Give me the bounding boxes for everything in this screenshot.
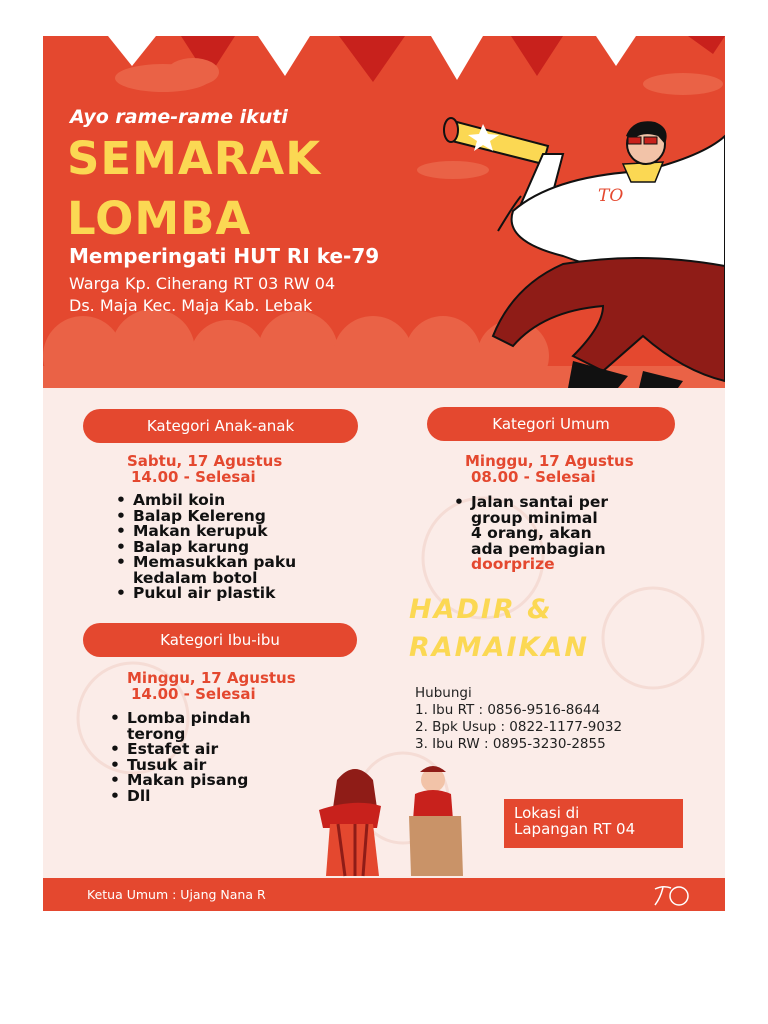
list-item: • Memasukkan paku: [113, 555, 296, 571]
intro-text: Ayo rame-rame ikuti: [70, 106, 288, 128]
contact-line: 1. Ibu RT : 0856-9516-8644: [415, 702, 601, 718]
cta-line-1: HADIR &: [409, 594, 553, 625]
category-anak-list: [113, 493, 296, 602]
contact-line: 3. Ibu RW : 0895-3230-2855: [415, 736, 606, 752]
category-umum-date: Minggu, 17 Agustus: [465, 452, 634, 470]
category-anak-pill: [83, 409, 358, 443]
organizer-logo-icon: [649, 881, 693, 909]
category-umum-schedule: [465, 453, 634, 485]
title-line-2: LOMBA: [67, 192, 252, 245]
category-umum-time: 08.00 - Selesai: [471, 468, 596, 486]
category-anak-schedule: [127, 453, 282, 485]
poster: [43, 36, 725, 911]
contact-block: [415, 685, 622, 753]
title-line-1: SEMARAK: [67, 132, 322, 185]
category-ibu-list: [107, 711, 251, 804]
cta-line-2: RAMAIKAN: [409, 632, 589, 663]
category-umum-label: Kategori Umum: [492, 415, 610, 433]
svg-text:TO: TO: [598, 186, 624, 206]
footer-chair: Ketua Umum : Ujang Nana R: [87, 887, 266, 902]
address-line-1: Warga Kp. Ciherang RT 03 RW 04: [69, 274, 336, 293]
category-ibu-schedule: [127, 670, 296, 702]
list-item: • Dll: [107, 789, 251, 805]
list-item: • Balap Kelereng: [113, 509, 296, 525]
category-ibu-label: Kategori Ibu-ibu: [160, 631, 280, 649]
list-item: • Balap karung: [113, 540, 296, 556]
contact-line: 2. Bpk Usup : 0822-1177-9032: [415, 719, 623, 735]
header-banner: [43, 36, 725, 388]
location-line-1: Lokasi di: [514, 804, 580, 822]
category-ibu-time: 14.00 - Selesai: [131, 685, 256, 703]
list-item: • Jalan santai per group minimal 4 orang, akan ada pembagian doorprize: [451, 495, 608, 573]
category-ibu-date: Minggu, 17 Agustus: [127, 669, 296, 687]
list-item: • Ambil koin: [113, 493, 296, 509]
location-box: [504, 799, 683, 848]
footer-bar: [43, 878, 725, 911]
category-anak-label: Kategori Anak-anak: [146, 417, 295, 435]
location-line-2: Lapangan RT 04: [514, 820, 636, 838]
list-item: • Pukul air plastik: [113, 586, 296, 602]
list-item: • Makan pisang: [107, 773, 251, 789]
category-umum-pill: [427, 407, 675, 441]
category-umum-list: [451, 495, 608, 573]
list-item: • Estafet air: [107, 742, 251, 758]
address-line-2: Ds. Maja Kec. Maja Kab. Lebak: [69, 296, 313, 315]
doorprize-highlight: doorprize: [471, 555, 555, 573]
list-item: • Makan kerupuk: [113, 524, 296, 540]
category-anak-time: 14.00 - Selesai: [131, 468, 256, 486]
category-ibu-pill: [83, 623, 357, 657]
list-item-continuation: kedalam botol: [133, 568, 258, 587]
category-anak-date: Sabtu, 17 Agustus: [127, 452, 283, 470]
list-item: • Tusuk air: [107, 758, 251, 774]
list-item: • Lomba pindah terong: [107, 711, 251, 742]
contact-heading: Hubungi: [415, 685, 472, 701]
sack-race-illustration: [319, 766, 463, 876]
subtitle: Memperingati HUT RI ke-79: [69, 244, 380, 268]
